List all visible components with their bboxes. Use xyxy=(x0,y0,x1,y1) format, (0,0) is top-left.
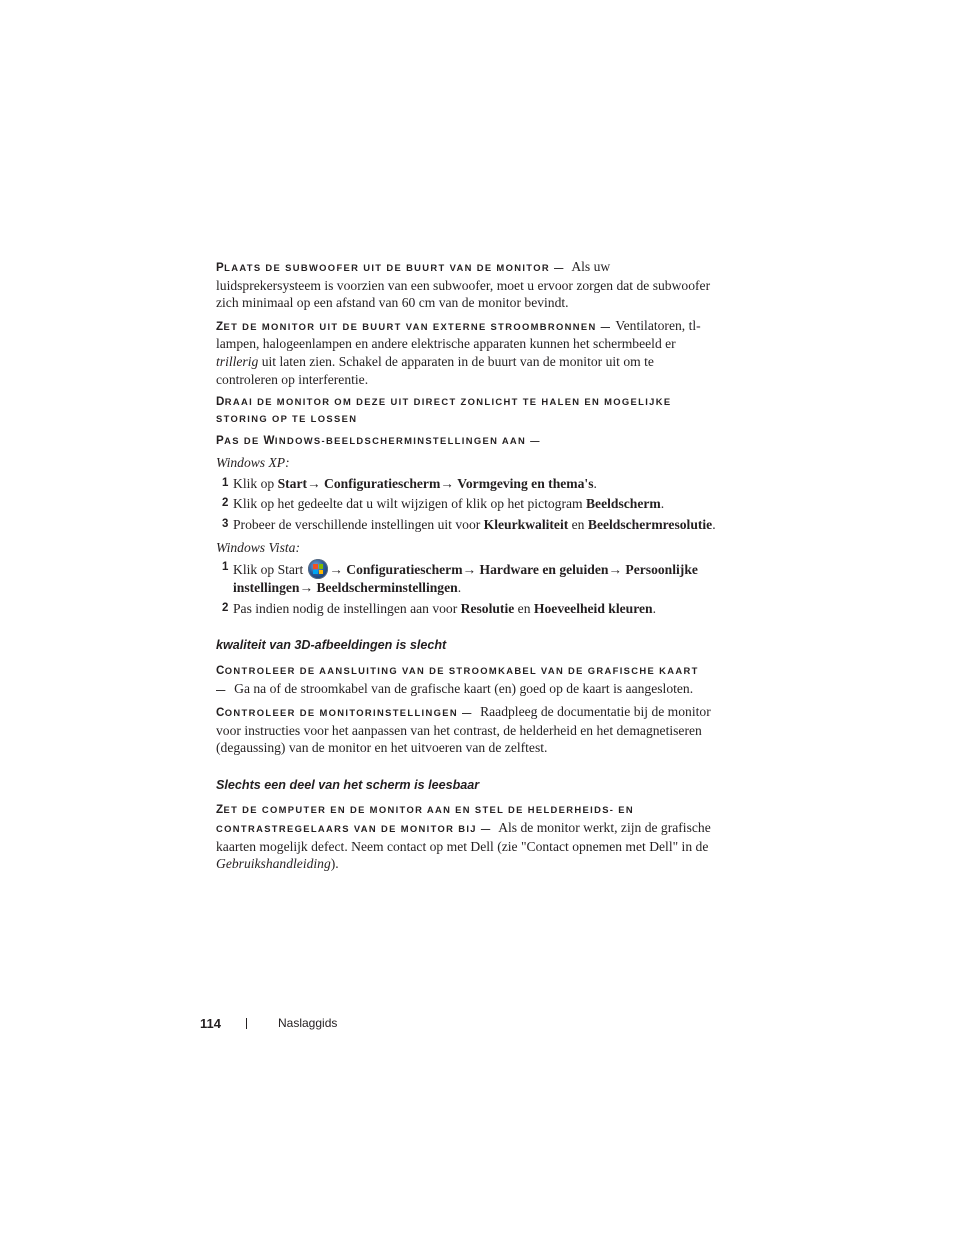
page-number: 114 xyxy=(200,1016,221,1031)
section-text-italic: Gebruikshandleiding xyxy=(216,856,331,872)
section-text: Ventilatoren, tl-lampen, halogeenlampen en andere elektrische apparaten kunnen het schermbeeld er xyxy=(216,317,701,352)
section-text-italic: trillerig xyxy=(216,353,259,369)
list-item: 3 Probeer de verschillende instellingen uit voor Kleurkwaliteit en Beeldschermresolutie. xyxy=(222,516,716,532)
start-menu-label: Start xyxy=(277,475,308,491)
section-heading: PAS DE WINDOWS-BEELDSCHERMINSTELLINGEN AAN — xyxy=(216,434,541,448)
windows-xp-steps xyxy=(216,475,716,534)
list-item: 2 Pas indien nodig de instellingen aan voor Resolutie en Hoeveelheid kleuren. xyxy=(222,600,657,616)
windows-start-orb-icon xyxy=(308,559,328,579)
windows-vista-steps xyxy=(216,559,716,617)
section-windows-settings xyxy=(216,432,716,449)
page-body xyxy=(216,258,716,878)
subsection-title: kwaliteit van 3D-afbeeldingen is slecht xyxy=(216,638,447,653)
section-text: Ga na of de stroomkabel van de grafische kaart (en) goed op de kaart is aangesloten. xyxy=(234,680,694,696)
section-brightness-contrast xyxy=(216,800,716,872)
list-item: 1 Klik op Start → Configuratiescherm→ Hardware en geluiden→ Persoonlijke instellingen→ Beeldscherminstellingen. xyxy=(222,561,698,596)
windows-vista-label: Windows Vista: xyxy=(216,539,300,555)
footer-title: Naslaggids xyxy=(278,1016,338,1030)
section-monitor-settings xyxy=(216,703,716,757)
section-text: Als de monitor werkt, zijn de grafische kaarten mogelijk defect. Neem contact op met Dell (zie "Contact opnemen met Dell" in de xyxy=(216,820,711,854)
section-text: uit laten zien. Schakel de apparaten in de buurt van de monitor uit om te controleren op interferentie. xyxy=(216,353,654,387)
section-heading: CONTROLEER DE AANSLUITING VAN DE STROOMKABEL VAN DE GRAFISCHE KAART — xyxy=(216,663,699,695)
section-heading: DRAAI DE MONITOR OM DEZE UIT DIRECT ZONLICHT TE HALEN EN MOGELIJKE STORING OP TE LOSSEN xyxy=(216,395,672,425)
start-menu-label: Start xyxy=(277,562,304,578)
list-item: 2 Klik op het gedeelte dat u wilt wijzigen of klik op het pictogram Beeldscherm. xyxy=(222,496,665,512)
section-text: Raadpleeg de documentatie bij de monitor voor instructies voor het aanpassen van het contrast, de helderheid en het demagnetiseren (degaussing) van de monitor en het uitvoeren van de zelftest. xyxy=(216,704,711,756)
section-subwoofer xyxy=(216,258,716,312)
section-sunlight xyxy=(216,393,716,427)
section-text: ). xyxy=(330,856,339,872)
section-heading: ZET DE MONITOR UIT DE BUURT VAN EXTERNE STROOMBRONNEN — xyxy=(216,319,612,333)
section-external-sources xyxy=(216,317,716,388)
section-heading: ZET DE COMPUTER EN DE MONITOR AAN EN STEL DE HELDERHEIDS- EN CONTRASTREGELAARS VAN DE MONITOR BIJ — xyxy=(216,803,634,835)
section-heading: CONTROLEER DE MONITORINSTELLINGEN — xyxy=(216,706,473,720)
section-power-cable xyxy=(216,661,716,698)
windows-xp-label: Windows XP: xyxy=(216,455,290,471)
subsection-title: Slechts een deel van het scherm is leesbaar xyxy=(216,777,480,792)
footer-divider xyxy=(246,1018,247,1029)
section-heading: PLAATS DE SUBWOOFER UIT DE BUURT VAN DE MONITOR — xyxy=(216,261,565,274)
section-text: Als uw luidsprekersysteem is voorzien van een subwoofer, moet u ervoor zorgen dat de subwoofer zich minimaal op een afstand van 60 cm van de monitor bevindt. xyxy=(216,259,711,311)
list-item: 1 Klik op Start→ Configuratiescherm→ Vormgeving en thema's. xyxy=(222,475,597,491)
